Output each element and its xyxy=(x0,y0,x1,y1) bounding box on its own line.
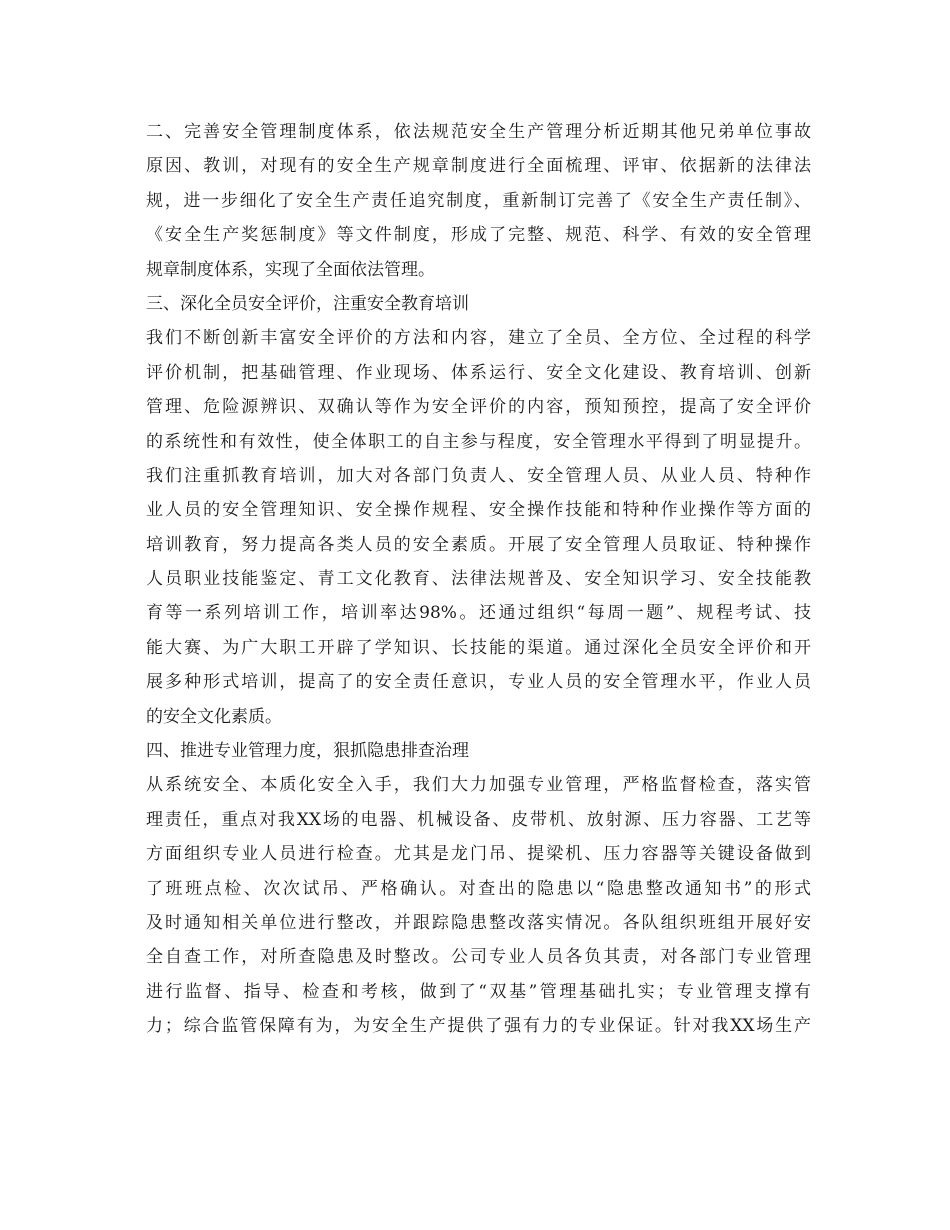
text-line: 规，进一步细化了安全生产责任追究制度，重新制订完善了《安全生产责任制》、 xyxy=(146,190,811,211)
text-line: 管理、危险源辨识、双确认等作为安全评价的内容，预知预控，提高了安全评价 xyxy=(146,397,811,418)
document-body xyxy=(146,115,811,1044)
text-line: 了班班点检、次次试吊、严格确认。对查出的隐患以“隐患整改通知书”的形式 xyxy=(146,878,811,899)
text-line: 我们不断创新丰富安全评价的方法和内容，建立了全员、全方位、全过程的科学 xyxy=(146,328,811,349)
text-line: 培训教育，努力提高各类人员的安全素质。开展了安全管理人员取证、特种操作 xyxy=(146,534,811,555)
text-line: 从系统安全、本质化安全入手，我们大力加强专业管理，严格监督检查，落实管 xyxy=(146,775,811,796)
text-line: 的安全文化素质。 xyxy=(146,706,282,727)
section-heading: 四、推进专业管理力度，狠抓隐患排查治理 xyxy=(146,741,469,762)
text-line: 《安全生产奖惩制度》等文件制度，形成了完整、规范、科学、有效的安全管理 xyxy=(146,225,811,246)
text-line: 能大赛、为广大职工开辟了学知识、长技能的渠道。通过深化全员安全评价和开 xyxy=(146,637,811,658)
text-line: 方面组织专业人员进行检查。尤其是龙门吊、提梁机、压力容器等关键设备做到 xyxy=(146,844,811,865)
text-line: 全自查工作，对所查隐患及时整改。公司专业人员各负其责，对各部门专业管理 xyxy=(146,947,811,968)
text-line: 进行监督、指导、检查和考核，做到了“双基”管理基础扎实；专业管理支撑有 xyxy=(146,981,811,1002)
text-line: 的系统性和有效性，使全体职工的自主参与程度，安全管理水平得到了明显提升。 xyxy=(146,431,811,452)
text-line: 规章制度体系，实现了全面依法管理。 xyxy=(146,259,435,280)
text-line: 展多种形式培训，提高了的安全责任意识，专业人员的安全管理水平，作业人员 xyxy=(146,672,811,693)
text-line: 人员职业技能鉴定、青工文化教育、法律法规普及、安全知识学习、安全技能教 xyxy=(146,569,811,590)
text-line: 业人员的安全管理知识、安全操作规程、安全操作技能和特种作业操作等方面的 xyxy=(146,500,811,521)
text-line: 力；综合监管保障有为，为安全生产提供了强有力的专业保证。针对我XX场生产 xyxy=(146,1016,811,1037)
text-line: 原因、教训，对现有的安全生产规章制度进行全面梳理、评审、依据新的法律法 xyxy=(146,156,811,177)
text-line: 二、完善安全管理制度体系，依法规范安全生产管理分析近期其他兄弟单位事故 xyxy=(146,122,811,142)
section-heading: 三、深化全员安全评价，注重安全教育培训 xyxy=(146,293,469,314)
text-line: 评价机制，把基础管理、作业现场、体系运行、安全文化建设、教育培训、创新 xyxy=(146,362,811,383)
text-line: 育等一系列培训工作，培训率达98%。还通过组织“每周一题”、规程考试、技 xyxy=(146,603,811,624)
text-line: 及时通知相关单位进行整改，并跟踪隐患整改落实情况。各队组织班组开展好安 xyxy=(146,912,811,933)
text-line: 理责任，重点对我XX场的电器、机械设备、皮带机、放射源、压力容器、工艺等 xyxy=(146,809,811,830)
text-line: 我们注重抓教育培训，加大对各部门负责人、安全管理人员、从业人员、特种作 xyxy=(146,465,811,486)
